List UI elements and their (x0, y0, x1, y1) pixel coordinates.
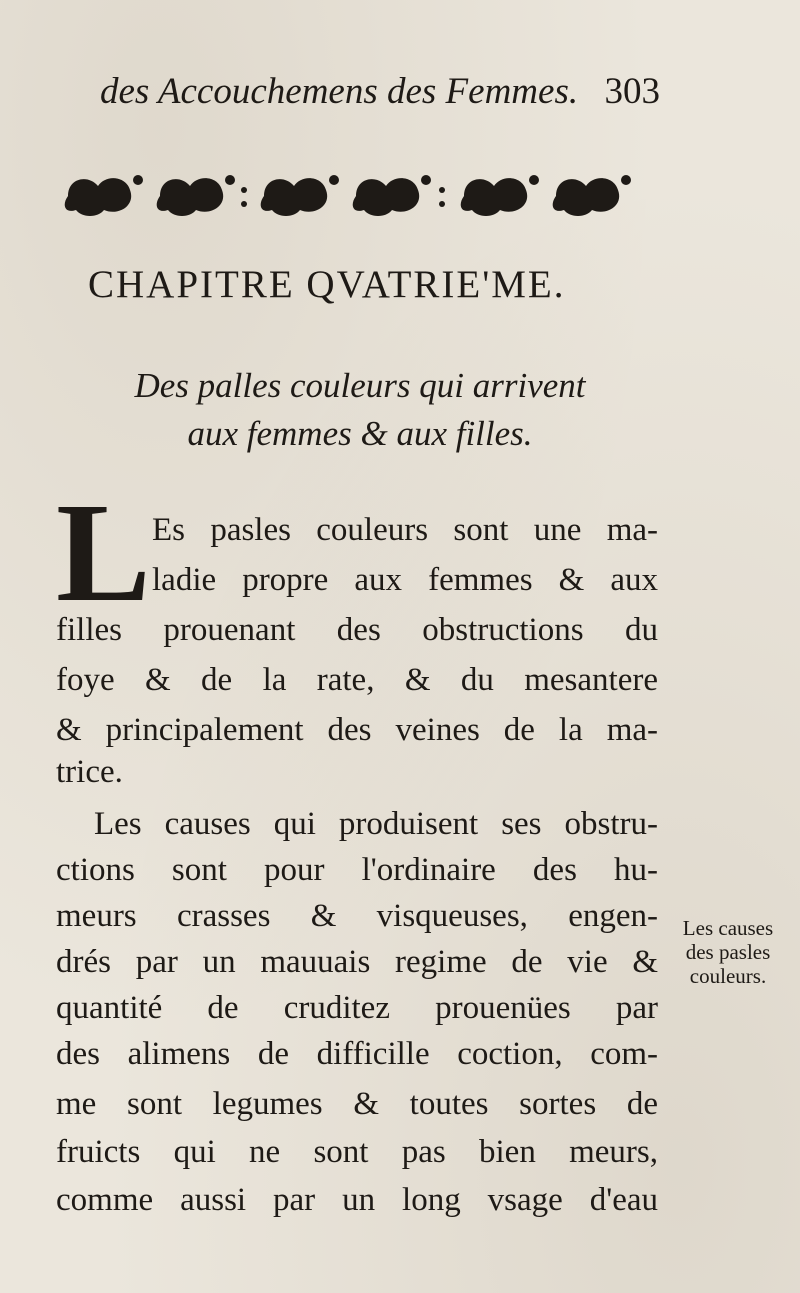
fleuron-ornament (461, 175, 539, 216)
subtitle-line: aux femmes & aux filles. (187, 414, 533, 453)
body-line: Les causes qui produisent ses obstru- (94, 806, 658, 842)
drop-cap: L (56, 473, 151, 631)
body-line: fruicts qui ne sont pas bien meurs, (56, 1134, 658, 1170)
chapter-heading: CHAPITRE QVATRIE'ME. (88, 263, 566, 306)
subtitle-line: Des palles couleurs qui arrivent (134, 366, 586, 405)
fleuron-ornament (65, 175, 143, 216)
body-line: meurs crasses & visqueuses, engen- (56, 898, 658, 934)
margin-note-line: Les causes (682, 916, 774, 940)
body-line: des alimens de difficille coction, com- (56, 1036, 658, 1072)
fleuron-ornament (261, 175, 339, 216)
colon-ornament (241, 187, 247, 207)
body-line: foye & de la rate, & du mesantere (56, 662, 658, 698)
fleuron-ornament (157, 175, 235, 216)
body-line: quantité de cruditez prouenües par (56, 990, 658, 1026)
fleuron-ornament (353, 175, 431, 216)
body-line: ctions sont pour l'ordinaire des hu- (56, 852, 658, 888)
margin-note-line: des pasles (685, 940, 771, 964)
body-line: drés par un mauuais regime de vie & (56, 944, 658, 980)
body-line: & principalement des veines de la ma- (56, 712, 658, 748)
body-line: Es pasles couleurs sont une ma- (152, 512, 658, 548)
fleuron-ornament (553, 175, 631, 216)
body-line: filles prouenant des obstructions du (56, 612, 658, 648)
body-line: me sont legumes & toutes sortes de (56, 1086, 658, 1122)
margin-note (664, 916, 792, 988)
body-line: trice. (56, 754, 123, 790)
margin-note-line: couleurs. (689, 964, 767, 988)
body-line: ladie propre aux femmes & aux (152, 562, 658, 598)
chapter-subtitle (70, 362, 650, 458)
page-number: 303 (604, 71, 660, 112)
running-title: des Accouchemens des Femmes. (100, 71, 579, 112)
ornamental-band (58, 166, 658, 226)
running-head (100, 70, 660, 120)
body-line: comme aussi par un long vsage d'eau (56, 1182, 658, 1218)
colon-ornament (439, 187, 445, 207)
